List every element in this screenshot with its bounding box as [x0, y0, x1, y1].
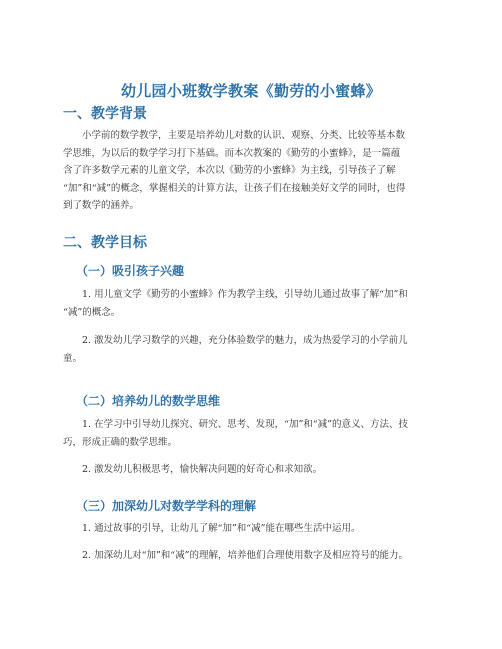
subsection-heading-thinking: （二）培养幼儿的数学思维 — [76, 394, 221, 408]
paragraph-line: 2. 加深幼儿对“加”和“减”的理解，培养他们合理使用数字及相应符号的能力。 — [82, 550, 409, 561]
paragraph-line: 2. 激发幼儿学习数学的兴趣，充分体验数学的魅力，成为热爱学习的小学前儿 — [82, 335, 408, 346]
paragraph-line: 1. 在学习中引导幼儿探究、研究、思考、发现，“加”和“减”的意义、方法、技 — [82, 419, 409, 430]
objective-item — [63, 520, 435, 538]
paragraph-line: 童。 — [63, 352, 83, 364]
paragraph-line: 小学前的数学教学，主要是培养幼儿对数的认识、观察、分类、比较等基本数 — [82, 130, 406, 141]
objective-item — [63, 547, 435, 565]
objective-item — [63, 332, 435, 367]
paragraph-line: 1. 通过故事的引导，让幼儿了解“加”和“减”能在哪些生活中运用。 — [82, 523, 361, 534]
objective-item — [63, 416, 435, 451]
objective-item — [63, 286, 435, 321]
document-title: 幼儿园小班数学教案《勤劳的小蜜蜂》 — [120, 82, 382, 100]
background-paragraph — [63, 127, 435, 215]
section-heading-objectives: 二、教学目标 — [63, 235, 147, 251]
paragraph-line: 2. 激发幼儿积极思考，愉快解决问题的好奇心和求知欲。 — [82, 464, 323, 475]
paragraph-line: 含了许多数学元素的儿童文学，本次以《勤劳的小蜜蜂》为主线，引导孩子了解 — [63, 165, 396, 176]
paragraph-line: 1. 用儿童文学《勤劳的小蜜蜂》作为教学主线，引导幼儿通过故事了解“加”和 — [82, 289, 408, 300]
paragraph-line: “加”和“减”的概念，掌握相关的计算方法，让孩子们在接触美好文学的同时，也得 — [63, 182, 406, 194]
subsection-heading-understanding: （三）加深幼儿对数学学科的理解 — [76, 499, 257, 513]
paragraph-line: “减”的概念。 — [63, 306, 121, 318]
paragraph-line: 巧，形成正确的数学思维。 — [63, 436, 178, 448]
paragraph-line: 学思维，为以后的数学学习打下基础。而本次教案的《勤劳的小蜜蜂》，是一篇蕴 — [63, 147, 401, 159]
subsection-heading-interest: （一）吸引孩子兴趣 — [76, 264, 185, 278]
paragraph-line: 到了数学的涵养。 — [63, 200, 140, 211]
section-heading-background: 一、教学背景 — [63, 106, 147, 122]
objective-item — [63, 461, 435, 479]
